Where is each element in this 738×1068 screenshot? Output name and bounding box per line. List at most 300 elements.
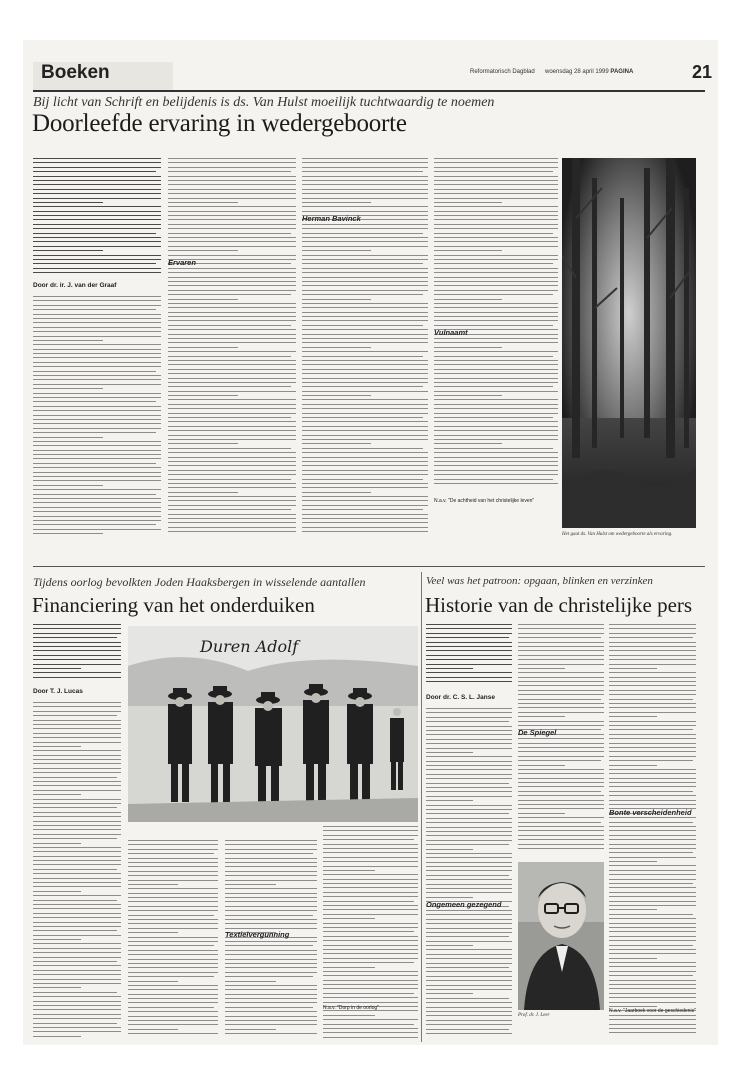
text-line xyxy=(225,972,317,973)
article3-headline: Historie van de christelijke pers xyxy=(425,593,693,617)
text-line xyxy=(168,479,291,480)
text-line xyxy=(225,1002,317,1003)
text-line xyxy=(33,655,121,656)
text-line xyxy=(128,950,218,951)
text-line xyxy=(168,316,296,317)
text-line xyxy=(426,756,512,757)
text-line xyxy=(302,158,428,159)
text-line xyxy=(168,395,238,396)
text-line xyxy=(434,237,558,238)
text-line xyxy=(302,312,428,313)
text-line xyxy=(323,892,418,893)
text-line xyxy=(225,989,317,990)
text-line xyxy=(434,408,558,409)
text-line xyxy=(518,808,604,809)
text-line xyxy=(302,399,428,400)
text-line xyxy=(302,255,428,256)
text-line xyxy=(33,895,121,896)
text-line xyxy=(128,937,218,938)
text-line xyxy=(33,706,121,707)
text-line xyxy=(33,423,161,424)
text-line xyxy=(609,1019,696,1020)
text-line xyxy=(426,787,512,788)
text-line xyxy=(609,716,657,717)
text-line xyxy=(168,233,291,234)
text-line xyxy=(168,439,296,440)
text-line xyxy=(168,320,296,321)
text-line xyxy=(33,272,161,273)
text-line xyxy=(225,967,317,968)
text-line xyxy=(323,1037,418,1038)
text-line xyxy=(609,931,696,932)
text-line xyxy=(33,816,121,817)
text-line xyxy=(168,487,296,488)
text-line xyxy=(434,255,558,256)
text-line xyxy=(302,421,428,422)
text-line xyxy=(302,527,428,528)
section-divider xyxy=(33,566,705,567)
text-line xyxy=(426,936,509,937)
text-line xyxy=(33,189,161,190)
text-line xyxy=(128,840,218,841)
text-line xyxy=(33,428,161,429)
text-line xyxy=(323,905,418,906)
text-line xyxy=(426,976,512,977)
text-line xyxy=(33,485,103,486)
section-title: Boeken xyxy=(41,62,110,83)
text-line xyxy=(426,796,512,797)
text-line xyxy=(33,445,161,446)
text-line xyxy=(323,879,418,880)
text-line xyxy=(518,830,604,831)
text-line xyxy=(33,388,103,389)
text-line xyxy=(33,336,161,337)
text-line xyxy=(33,393,161,394)
text-line xyxy=(609,865,696,866)
text-line xyxy=(168,483,296,484)
text-line xyxy=(609,650,696,651)
text-line xyxy=(434,167,558,168)
text-line xyxy=(225,923,317,924)
text-line xyxy=(609,848,696,849)
text-line xyxy=(168,158,296,159)
text-line xyxy=(33,759,121,760)
text-line xyxy=(609,791,693,792)
text-line xyxy=(33,886,121,887)
text-line xyxy=(168,268,296,269)
text-line xyxy=(426,998,509,999)
text-line xyxy=(33,790,121,791)
text-line xyxy=(609,646,696,647)
text-line xyxy=(128,976,214,977)
text-line xyxy=(518,773,604,774)
text-line xyxy=(33,524,156,525)
text-line xyxy=(434,268,558,269)
article3-column-2 xyxy=(518,624,604,854)
text-line xyxy=(518,848,604,849)
text-line xyxy=(33,799,121,800)
text-line xyxy=(302,351,428,352)
article1-source: N.a.v. "De achtheid van het christelijke leven" xyxy=(434,498,535,504)
text-line xyxy=(609,874,696,875)
text-line xyxy=(33,785,121,786)
text-line xyxy=(33,702,121,703)
text-line xyxy=(323,852,418,853)
text-line xyxy=(302,382,428,383)
text-line xyxy=(609,628,696,629)
text-line xyxy=(609,1028,696,1029)
text-line xyxy=(609,896,696,897)
text-line xyxy=(225,884,276,885)
text-line xyxy=(302,408,428,409)
text-line xyxy=(168,290,296,291)
text-line xyxy=(518,646,604,647)
text-line xyxy=(518,628,604,629)
text-line xyxy=(434,246,558,247)
text-line xyxy=(518,835,604,836)
text-line xyxy=(33,268,161,269)
text-line xyxy=(168,430,296,431)
forest-photo-caption: Het gaat ds. Van Hulst om wedergeboorte als ervaring. xyxy=(562,532,673,537)
text-line xyxy=(302,281,428,282)
text-line xyxy=(128,954,218,955)
article1-kicker: Bij licht van Schrift en belijdenis is ds. Van Hulst moeilijk tuchtwaardig te noemen xyxy=(33,95,495,110)
text-line xyxy=(302,522,428,523)
text-line xyxy=(225,875,317,876)
article2-column-3 xyxy=(225,840,317,1042)
text-line xyxy=(302,514,428,515)
text-line xyxy=(128,862,218,863)
text-line xyxy=(128,959,218,960)
text-line xyxy=(323,958,418,959)
text-line xyxy=(168,303,296,304)
text-line xyxy=(168,338,296,339)
text-line xyxy=(168,522,296,523)
text-line xyxy=(128,866,218,867)
text-line xyxy=(33,755,121,756)
text-line xyxy=(518,747,604,748)
text-line xyxy=(609,1015,696,1016)
text-line xyxy=(434,369,558,370)
text-line xyxy=(128,893,218,894)
text-line xyxy=(518,826,604,827)
text-line xyxy=(323,914,418,915)
text-line xyxy=(128,981,178,982)
text-line xyxy=(434,290,558,291)
text-line xyxy=(426,664,512,665)
text-line xyxy=(168,404,296,405)
text-line xyxy=(168,255,296,256)
text-line xyxy=(33,838,117,839)
text-line xyxy=(609,839,696,840)
article1-column-2 xyxy=(168,158,296,538)
text-line xyxy=(434,285,558,286)
text-line xyxy=(33,206,161,207)
text-line xyxy=(225,906,317,907)
text-line xyxy=(128,844,218,845)
text-line xyxy=(225,897,317,898)
text-line xyxy=(609,703,696,704)
article3-column-1 xyxy=(426,708,512,1042)
text-line xyxy=(323,923,418,924)
text-line xyxy=(33,970,121,971)
text-line xyxy=(302,316,428,317)
text-line xyxy=(518,642,604,643)
text-line xyxy=(302,241,428,242)
text-line xyxy=(434,386,553,387)
text-line xyxy=(33,979,121,980)
article1-subhead-3: Vulnaamt xyxy=(434,328,468,337)
text-line xyxy=(302,320,428,321)
text-line xyxy=(434,417,553,418)
text-line xyxy=(426,681,512,682)
text-line xyxy=(168,272,296,273)
text-line xyxy=(33,628,121,629)
text-line xyxy=(225,901,317,902)
text-line xyxy=(323,896,418,897)
text-line xyxy=(33,349,161,350)
text-line xyxy=(33,331,161,332)
text-line xyxy=(168,307,296,308)
text-line xyxy=(33,357,161,358)
text-line xyxy=(128,910,218,911)
article2-byline: Door T. J. Lucas xyxy=(33,688,83,695)
text-line xyxy=(434,483,558,484)
text-line xyxy=(33,633,121,634)
group-photo xyxy=(128,626,418,822)
text-line xyxy=(302,299,371,300)
text-line xyxy=(323,874,418,875)
text-line xyxy=(33,507,161,508)
text-line xyxy=(33,746,81,747)
text-line xyxy=(225,910,317,911)
text-line xyxy=(33,228,161,229)
text-line xyxy=(302,378,428,379)
text-line xyxy=(168,184,296,185)
text-line xyxy=(225,871,317,872)
text-line xyxy=(33,362,161,363)
text-line xyxy=(168,224,296,225)
text-line xyxy=(323,909,418,910)
text-line xyxy=(302,263,423,264)
text-line xyxy=(33,987,81,988)
text-line xyxy=(609,975,693,976)
text-line xyxy=(609,1006,657,1007)
text-line xyxy=(323,866,418,867)
text-line xyxy=(518,659,604,660)
text-line xyxy=(33,803,121,804)
text-line xyxy=(33,860,121,861)
text-line xyxy=(434,342,558,343)
text-line xyxy=(225,844,317,845)
text-line xyxy=(518,712,604,713)
text-line xyxy=(33,864,121,865)
text-line xyxy=(434,228,558,229)
text-line xyxy=(33,296,161,297)
text-line xyxy=(426,1033,512,1034)
text-line xyxy=(609,861,657,862)
article3-intro xyxy=(426,624,512,690)
text-line xyxy=(426,1002,512,1003)
text-line xyxy=(609,795,696,796)
text-line xyxy=(302,364,428,365)
text-line xyxy=(168,189,296,190)
text-line xyxy=(33,167,161,168)
text-line xyxy=(323,984,418,985)
text-line xyxy=(426,980,512,981)
text-line xyxy=(323,967,375,968)
text-line xyxy=(302,505,428,506)
text-line xyxy=(33,366,161,367)
text-line xyxy=(168,373,296,374)
text-line xyxy=(128,972,218,973)
text-line xyxy=(426,677,512,678)
text-line xyxy=(609,690,696,691)
text-line xyxy=(434,364,558,365)
text-line xyxy=(168,500,296,501)
text-line xyxy=(426,1011,512,1012)
text-line xyxy=(609,927,696,928)
text-line xyxy=(426,870,512,871)
text-line xyxy=(168,193,296,194)
text-line xyxy=(434,439,558,440)
text-line xyxy=(302,492,371,493)
text-line xyxy=(426,1024,512,1025)
text-line xyxy=(33,943,121,944)
article1-subhead-1: Ervaren xyxy=(168,258,196,267)
text-line xyxy=(225,998,317,999)
text-line xyxy=(302,211,428,212)
text-line xyxy=(609,984,696,985)
text-line xyxy=(225,985,317,986)
text-line xyxy=(426,910,512,911)
text-line xyxy=(33,516,161,517)
text-line xyxy=(33,233,156,234)
text-line xyxy=(609,699,693,700)
text-line xyxy=(33,851,121,852)
text-line xyxy=(426,919,512,920)
text-line xyxy=(33,829,121,830)
text-line xyxy=(225,1029,276,1030)
text-line xyxy=(128,1029,178,1030)
text-line xyxy=(33,664,121,665)
text-line xyxy=(323,857,418,858)
text-line xyxy=(33,668,81,669)
text-line xyxy=(434,202,502,203)
text-line xyxy=(33,825,121,826)
text-line xyxy=(302,224,428,225)
text-line xyxy=(33,415,161,416)
text-line xyxy=(426,726,512,727)
text-line xyxy=(426,800,473,801)
article1-column-4 xyxy=(434,158,558,488)
text-line xyxy=(225,862,317,863)
text-line xyxy=(518,743,604,744)
text-line xyxy=(323,931,414,932)
text-line xyxy=(33,900,117,901)
text-line xyxy=(33,511,161,512)
text-line xyxy=(434,224,558,225)
text-line xyxy=(302,246,428,247)
text-line xyxy=(302,479,423,480)
text-line xyxy=(518,664,604,665)
text-line xyxy=(609,993,696,994)
text-line xyxy=(302,386,423,387)
text-line xyxy=(128,994,218,995)
text-line xyxy=(426,650,512,651)
text-line xyxy=(426,989,512,990)
text-line xyxy=(609,887,696,888)
text-line xyxy=(434,474,558,475)
text-line xyxy=(609,953,696,954)
text-line xyxy=(426,949,512,950)
text-line xyxy=(426,941,512,942)
text-line xyxy=(168,215,296,216)
text-line xyxy=(302,373,428,374)
text-line xyxy=(609,826,696,827)
text-line xyxy=(225,1020,317,1021)
text-line xyxy=(323,1002,418,1003)
text-line xyxy=(434,206,558,207)
text-line xyxy=(225,994,317,995)
text-line xyxy=(33,241,161,242)
text-line xyxy=(323,980,418,981)
text-line xyxy=(302,250,371,251)
text-line xyxy=(518,738,604,739)
text-line xyxy=(609,637,693,638)
text-line xyxy=(33,1005,121,1006)
text-line xyxy=(518,760,601,761)
text-line xyxy=(609,1024,696,1025)
text-line xyxy=(33,371,156,372)
text-line xyxy=(302,277,428,278)
text-line xyxy=(33,327,161,328)
text-line xyxy=(434,307,558,308)
text-line xyxy=(426,765,512,766)
text-line xyxy=(168,356,291,357)
text-line xyxy=(302,474,428,475)
text-line xyxy=(434,421,558,422)
text-line xyxy=(323,945,418,946)
text-line xyxy=(225,893,317,894)
text-line xyxy=(426,844,509,845)
text-line xyxy=(168,285,296,286)
text-line xyxy=(33,432,156,433)
article3-source: N.a.v. "Jaarboek voor de geschiedenis" xyxy=(609,1008,696,1014)
article3-column-3 xyxy=(609,624,696,1042)
text-line xyxy=(33,742,121,743)
text-line xyxy=(168,360,296,361)
text-line xyxy=(33,812,121,813)
text-line xyxy=(609,655,696,656)
text-line xyxy=(609,879,696,880)
text-line xyxy=(518,804,604,805)
text-line xyxy=(128,1007,214,1008)
text-line xyxy=(323,962,414,963)
text-line xyxy=(33,965,121,966)
text-line xyxy=(33,397,161,398)
text-line xyxy=(33,650,121,651)
text-line xyxy=(302,290,428,291)
text-line xyxy=(33,480,161,481)
text-line xyxy=(128,884,178,885)
text-line xyxy=(225,915,313,916)
text-line xyxy=(33,458,161,459)
text-line xyxy=(33,659,121,660)
text-line xyxy=(168,391,296,392)
text-line xyxy=(609,835,696,836)
text-line xyxy=(128,880,218,881)
